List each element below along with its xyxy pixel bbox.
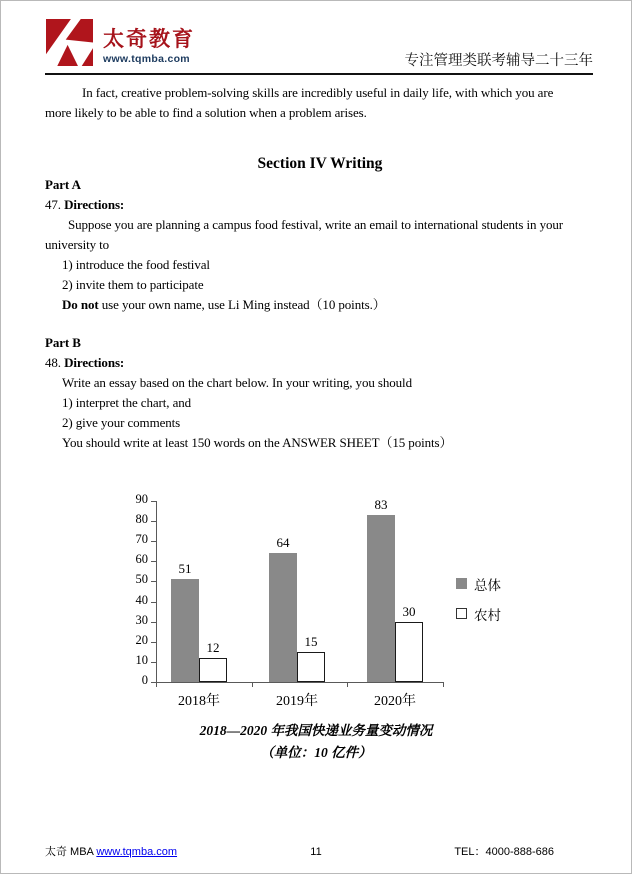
part-a-item: 1) introduce the food festival <box>62 257 210 272</box>
y-axis-tick-label: 80 <box>135 512 148 527</box>
bar-total <box>367 515 395 682</box>
bar-chart <box>123 491 563 723</box>
footer-brand: 太奇 MBA <box>45 846 97 858</box>
x-axis-line <box>156 682 443 683</box>
legend-swatch-total <box>456 578 467 589</box>
legend-swatch-rural <box>456 608 467 619</box>
chart-subtitle: （单位：10 亿件） <box>260 745 372 760</box>
bar-value-label: 83 <box>374 497 388 513</box>
bar-value-label: 12 <box>206 639 220 655</box>
page-number: 11 <box>310 846 322 858</box>
y-axis-tick-label: 40 <box>135 592 148 607</box>
part-b-paragraph: Write an essay based on the chart below. In your writing, you should <box>62 375 412 390</box>
part-b-directions-line <box>45 353 595 373</box>
bar-value-label: 51 <box>178 561 192 577</box>
bar-value-label: 30 <box>402 603 416 619</box>
y-axis-tick-label: 20 <box>135 632 148 647</box>
part-a-item: 2) invite them to participate <box>62 277 204 292</box>
y-axis-line <box>156 501 157 686</box>
x-axis-tick <box>156 682 157 687</box>
question-number: 48. <box>45 355 61 370</box>
x-axis-tick <box>347 682 348 687</box>
note-bold-segment: Do not <box>62 297 99 312</box>
logo-text-block <box>103 19 195 66</box>
part-b-item: 1) interpret the chart, and <box>62 395 192 410</box>
legend-label: 农村 <box>474 608 501 623</box>
intro-line: more likely to be able to find a solution when a problem arises. <box>45 105 367 120</box>
part-b-note: You should write at least 150 words on the ANSWER SHEET（15 points） <box>62 435 453 450</box>
bar-rural <box>395 622 423 682</box>
footer-telephone: TEL：4000-888-686 <box>454 846 554 858</box>
document-body <box>45 83 595 453</box>
logo-url: www.tqmba.com <box>103 53 190 65</box>
intro-line: In fact, creative problem-solving skills are incredibly useful in daily life, with which you are <box>82 85 554 100</box>
y-axis-tick-label: 70 <box>135 532 148 547</box>
y-axis-tick-label: 0 <box>141 673 148 687</box>
bar-total <box>269 553 297 682</box>
part-b-label: Part B <box>45 335 81 350</box>
part-a-directions-line <box>45 195 595 215</box>
y-axis-tick-label: 50 <box>135 572 148 587</box>
x-category-label: 2018年 <box>178 694 220 709</box>
page-header <box>45 17 593 75</box>
logo-title: 太奇教育 <box>103 28 195 51</box>
bar-rural <box>199 658 227 682</box>
question-number: 47. <box>45 197 61 212</box>
y-axis-tick-label: 30 <box>135 612 148 627</box>
part-b-item: 2) give your comments <box>62 415 181 430</box>
directions-label: Directions: <box>64 197 125 212</box>
x-category-label: 2019年 <box>276 694 318 709</box>
legend-label: 总体 <box>474 578 501 593</box>
x-axis-tick <box>252 682 253 687</box>
x-category-label: 2020年 <box>374 694 416 709</box>
y-axis-tick-label: 60 <box>135 552 148 567</box>
part-a-label: Part A <box>45 177 81 192</box>
note-text-segment: use your own name, use Li Ming instead（10 points.） <box>98 297 386 312</box>
part-a-paragraph: Suppose you are planning a campus food festival, write an email to international students in your <box>68 217 564 232</box>
bar-value-label: 64 <box>276 535 290 551</box>
directions-label: Directions: <box>64 355 125 370</box>
bar-value-label: 15 <box>304 633 318 649</box>
part-a-note <box>45 295 595 315</box>
y-axis-tick-label: 10 <box>135 652 148 667</box>
chart-title: 2018—2020 年我国快递业务量变动情况 <box>199 723 433 738</box>
taiqi-logo-icon <box>45 19 94 66</box>
bar-total <box>171 579 199 682</box>
footer-website-link[interactable]: www.tqmba.com <box>96 846 178 858</box>
page-footer <box>1 844 631 864</box>
y-axis-tick-label: 90 <box>135 492 148 506</box>
section-title: Section IV Writing <box>257 155 383 172</box>
x-axis-tick <box>443 682 444 687</box>
header-slogan: 专注管理类联考辅导二十三年 <box>404 53 593 69</box>
bar-rural <box>297 652 325 682</box>
part-a-paragraph: university to <box>45 237 110 252</box>
